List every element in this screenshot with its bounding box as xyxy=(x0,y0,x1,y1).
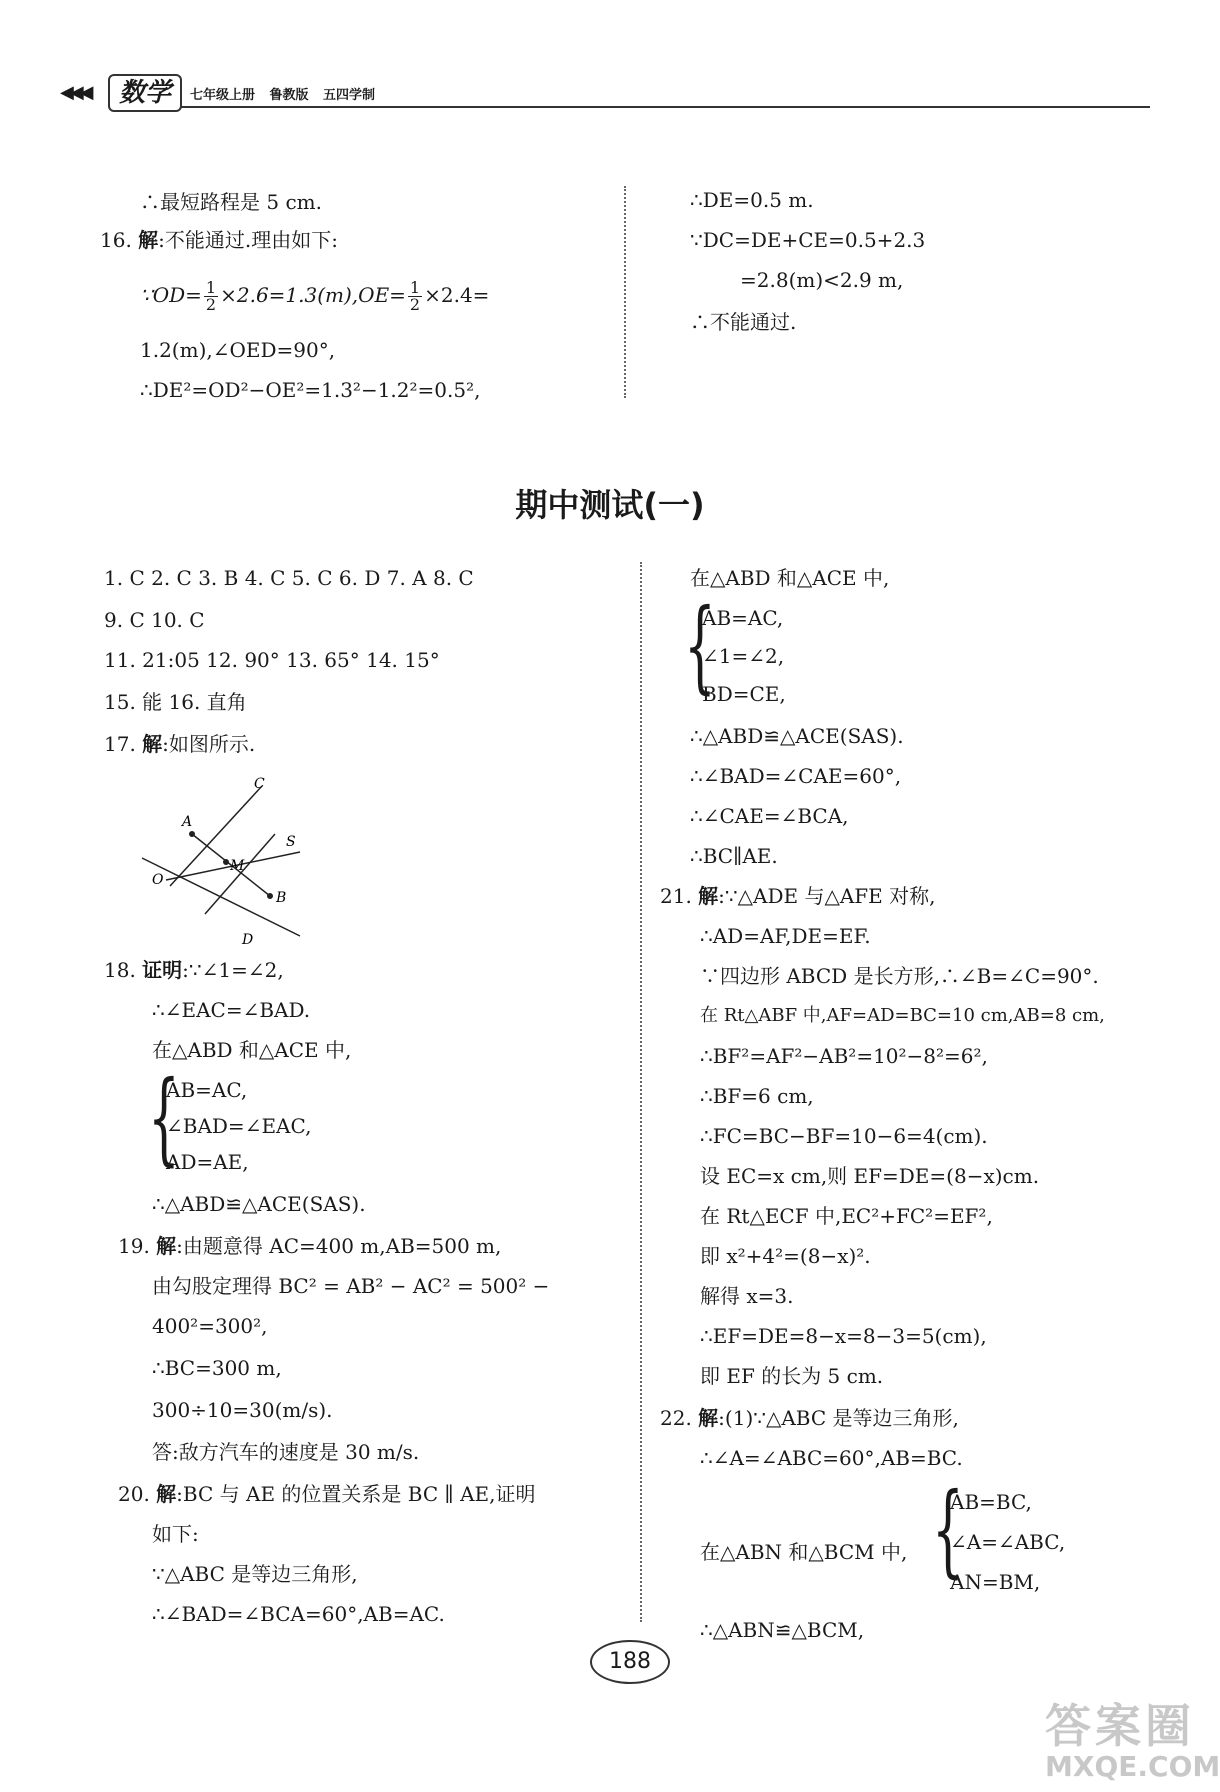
equation-part: ∵OD= xyxy=(140,283,202,307)
fraction-denominator: 2 xyxy=(205,295,217,314)
label-s: S xyxy=(286,834,296,850)
condition-line: AB=AC, xyxy=(166,1078,248,1102)
double-arrow-icon: ◀◀◀ xyxy=(60,82,90,103)
text-line: ∴∠A=∠ABC=60°,AB=BC. xyxy=(700,1446,963,1470)
answer-line: 9. C 10. C xyxy=(104,608,205,632)
text-line: ∵△ABC 是等边三角形, xyxy=(152,1562,358,1586)
question-number: 17. xyxy=(104,732,136,756)
text-line: ∴△ABN≌△BCM, xyxy=(700,1618,865,1642)
section-title: 期中测试(一) xyxy=(515,486,705,524)
line-oc xyxy=(170,786,262,886)
text-line: ∴∠BAD=∠BCA=60°,AB=AC. xyxy=(152,1602,445,1626)
condition-line: ∠1=∠2, xyxy=(702,644,785,668)
fraction xyxy=(204,280,218,313)
text-line: 在△ABN 和△BCM 中, xyxy=(700,1540,908,1564)
text-line: 在△ABD 和△ACE 中, xyxy=(152,1038,352,1062)
condition-line: AB=AC, xyxy=(702,606,784,630)
text-line: ∴∠CAE=∠BCA, xyxy=(690,804,849,828)
header-rule xyxy=(180,106,1150,108)
text-line: 即 x²+4²=(8−x)². xyxy=(700,1244,871,1268)
fraction-denominator: 2 xyxy=(409,295,421,314)
question-number: 18. xyxy=(104,958,136,982)
text-line: ∴DE²=OD²−OE²=1.3²−1.2²=0.5², xyxy=(140,378,481,402)
condition-line: BD=CE, xyxy=(702,682,786,706)
question-20 xyxy=(118,1480,535,1508)
brace: { xyxy=(684,587,716,704)
watermark xyxy=(1045,1690,1220,1783)
solution-label: 解 xyxy=(698,1406,719,1430)
solution-label: 解 xyxy=(156,1234,177,1258)
text-line: 在△ABD 和△ACE 中, xyxy=(690,566,890,590)
text-line: ∴不能通过. xyxy=(690,310,797,334)
question-text: :BC 与 AE 的位置关系是 BC ∥ AE,证明 xyxy=(176,1482,536,1506)
condition-line: ∠BAD=∠EAC, xyxy=(166,1114,312,1138)
text-line: =2.8(m)<2.9 m, xyxy=(740,268,904,292)
point-b xyxy=(267,893,273,899)
text-line: ∴EF=DE=8−x=8−3=5(cm), xyxy=(700,1324,987,1348)
text-line: ∴最短路程是 5 cm. xyxy=(140,190,322,214)
answer-line: 1. C 2. C 3. B 4. C 5. C 6. D 7. A 8. C xyxy=(104,566,474,590)
question-17 xyxy=(104,730,255,758)
text-line: 答:敌方汽车的速度是 30 m/s. xyxy=(152,1440,420,1464)
proof-label: 证明 xyxy=(142,958,183,982)
question-text: :∵△ADE 与△AFE 对称, xyxy=(718,884,936,908)
text-line: ∴∠BAD=∠CAE=60°, xyxy=(690,764,902,788)
text-line: 300÷10=30(m/s). xyxy=(152,1398,333,1422)
condition-line: AN=BM, xyxy=(950,1570,1041,1594)
question-number: 21. xyxy=(660,884,692,908)
text-line: ∴BC=300 m, xyxy=(152,1356,282,1380)
column-divider xyxy=(640,562,642,1622)
question-number: 20. xyxy=(118,1482,150,1506)
text-line: ∴△ABD≌△ACE(SAS). xyxy=(690,724,904,748)
text-line: 由勾股定理得 BC² = AB² − AC² = 500² − xyxy=(152,1274,550,1298)
question-number: 22. xyxy=(660,1406,692,1430)
solution-label: 解 xyxy=(698,884,719,908)
watermark-bottom: MXQE.COM xyxy=(1045,1750,1220,1783)
equation-part: ×2.4= xyxy=(424,283,490,307)
text-line: ∴△ABD≌△ACE(SAS). xyxy=(152,1192,366,1216)
label-a: A xyxy=(182,814,193,830)
brace: { xyxy=(932,1471,964,1588)
column-divider xyxy=(624,186,626,398)
fraction xyxy=(408,280,422,313)
label-m: M xyxy=(230,858,245,874)
perpendicular-line xyxy=(205,834,275,914)
question-number: 19. xyxy=(118,1234,150,1258)
text-line: 在 Rt△ECF 中,EC²+FC²=EF², xyxy=(700,1204,993,1228)
text-line: ∴BF=6 cm, xyxy=(700,1084,814,1108)
text-line: 在 Rt△ABF 中,AF=AD=BC=10 cm,AB=8 cm, xyxy=(700,1005,1105,1026)
text-line: ∵四边形 ABCD 是长方形,∴∠B=∠C=90°. xyxy=(700,964,1099,988)
label-b: B xyxy=(276,890,287,906)
question-text: :由题意得 AC=400 m,AB=500 m, xyxy=(176,1234,502,1258)
text-line: 即 EF 的长为 5 cm. xyxy=(700,1364,884,1388)
text-line: ∵DC=DE+CE=0.5+2.3 xyxy=(690,228,926,252)
equation-part: ×2.6=1.3(m),OE= xyxy=(220,283,406,307)
question-number: 16. xyxy=(100,228,132,252)
question-21 xyxy=(660,882,935,910)
text-line: 1.2(m),∠OED=90°, xyxy=(140,338,336,362)
solution-label: 解 xyxy=(138,228,159,252)
page-number: 188 xyxy=(590,1640,670,1684)
text-line: 设 EC=x cm,则 EF=DE=(8−x)cm. xyxy=(700,1164,1040,1188)
equation-line xyxy=(140,280,489,313)
text-line: ∴FC=BC−BF=10−6=4(cm). xyxy=(700,1124,988,1148)
point-a xyxy=(189,831,195,837)
point-m xyxy=(223,859,229,865)
fraction-numerator: 1 xyxy=(205,278,217,297)
text-line: ∴BC∥AE. xyxy=(690,844,778,868)
label-o: O xyxy=(152,872,164,888)
header-subtitle: 七年级上册 鲁教版 五四学制 xyxy=(190,88,376,103)
text-line: 如下: xyxy=(152,1522,199,1546)
question-16 xyxy=(100,226,338,254)
text-line: 解得 x=3. xyxy=(700,1284,794,1308)
text-line: ∴∠EAC=∠BAD. xyxy=(152,998,311,1022)
solution-label: 解 xyxy=(156,1482,177,1506)
page-header xyxy=(60,72,1150,118)
answer-line: 15. 能 16. 直角 xyxy=(104,690,247,714)
condition-line: AD=AE, xyxy=(166,1150,249,1174)
question-22 xyxy=(660,1404,959,1432)
solution-label: 解 xyxy=(142,732,163,756)
question-text: :(1)∵△ABC 是等边三角形, xyxy=(718,1406,959,1430)
question-text: :不能通过.理由如下: xyxy=(158,228,339,252)
fraction-numerator: 1 xyxy=(409,278,421,297)
text-line: ∴DE=0.5 m. xyxy=(690,188,814,212)
label-c: C xyxy=(254,776,265,792)
condition-line: AB=BC, xyxy=(950,1490,1032,1514)
label-d: D xyxy=(242,932,254,946)
condition-line: ∠A=∠ABC, xyxy=(950,1530,1066,1554)
text-line: ∴AD=AF,DE=EF. xyxy=(700,924,871,948)
question-text: :∵∠1=∠2, xyxy=(182,958,284,982)
geometry-figure xyxy=(130,776,320,946)
subject-logo: 数学 xyxy=(108,74,182,112)
text-line: 400²=300², xyxy=(152,1314,268,1338)
question-19 xyxy=(118,1232,501,1260)
watermark-top: 答案圈 xyxy=(1045,1699,1195,1753)
answer-line: 11. 21:05 12. 90° 13. 65° 14. 15° xyxy=(104,648,440,672)
question-text: :如图所示. xyxy=(162,732,256,756)
brace: { xyxy=(148,1059,180,1176)
text-line: ∴BF²=AF²−AB²=10²−8²=6², xyxy=(700,1044,988,1068)
question-18 xyxy=(104,956,284,984)
